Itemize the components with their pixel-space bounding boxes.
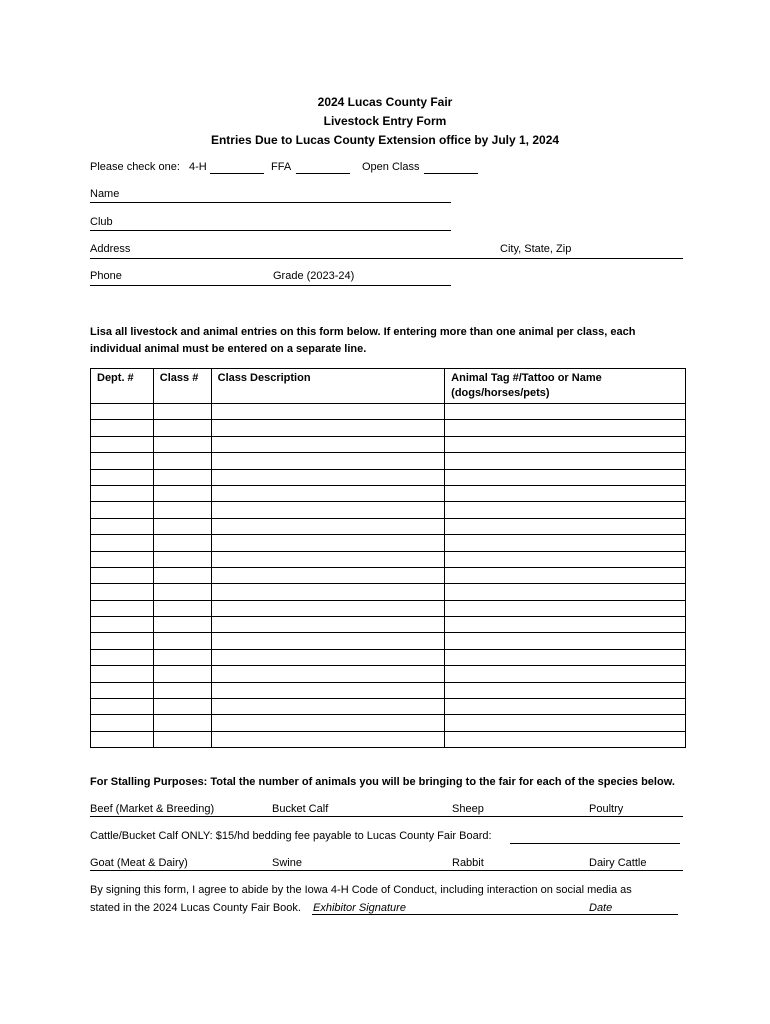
class-description-cell[interactable] <box>211 682 445 698</box>
class-number-cell[interactable] <box>153 535 211 551</box>
class-number-cell[interactable] <box>153 584 211 600</box>
grade-label: Grade (2023-24) <box>273 270 355 282</box>
species-row-2-line[interactable] <box>90 870 683 871</box>
class-number-cell[interactable] <box>153 715 211 731</box>
animal-tag-header <box>445 369 686 404</box>
animal-tag-cell[interactable] <box>445 551 686 567</box>
instructions-line-2: individual animal must be entered on a separate line. <box>90 343 367 355</box>
dept-cell[interactable] <box>91 567 154 583</box>
code-of-conduct-line-2: stated in the 2024 Lucas County Fair Book. <box>90 902 301 914</box>
animal-tag-header-line-2: (dogs/horses/pets) <box>451 387 550 399</box>
dept-cell[interactable] <box>91 551 154 567</box>
animal-tag-cell[interactable] <box>445 682 686 698</box>
dept-header: Dept. # <box>91 369 154 404</box>
class-number-cell[interactable] <box>153 502 211 518</box>
dept-cell[interactable] <box>91 436 154 452</box>
class-number-cell[interactable] <box>153 485 211 501</box>
table-row <box>91 469 686 485</box>
class-number-cell[interactable] <box>153 666 211 682</box>
table-row <box>91 666 686 682</box>
animal-tag-cell[interactable] <box>445 485 686 501</box>
class-description-cell[interactable] <box>211 518 445 534</box>
dept-cell[interactable] <box>91 600 154 616</box>
animal-tag-cell[interactable] <box>445 600 686 616</box>
class-description-cell[interactable] <box>211 666 445 682</box>
table-row <box>91 600 686 616</box>
class-description-cell[interactable] <box>211 502 445 518</box>
address-field[interactable] <box>90 258 683 259</box>
dept-cell[interactable] <box>91 666 154 682</box>
class-description-cell[interactable] <box>211 584 445 600</box>
table-row <box>91 731 686 747</box>
bucket-calf-label: Bucket Calf <box>272 803 329 815</box>
option-4h-label: 4-H <box>189 161 207 173</box>
instructions-line-1: Lisa all livestock and animal entries on this form below. If entering more than one animal per class, each <box>90 326 636 338</box>
animal-tag-cell[interactable] <box>445 715 686 731</box>
address-label: Address <box>90 243 131 255</box>
class-description-cell[interactable] <box>211 420 445 436</box>
club-label: Club <box>90 216 113 228</box>
table-row <box>91 617 686 633</box>
class-description-cell[interactable] <box>211 453 445 469</box>
class-number-cell[interactable] <box>153 453 211 469</box>
class-number-cell[interactable] <box>153 731 211 747</box>
option-ffa-label: FFA <box>271 161 292 173</box>
animal-tag-cell[interactable] <box>445 453 686 469</box>
sheep-label: Sheep <box>452 803 484 815</box>
city-state-zip-label: City, State, Zip <box>500 243 572 255</box>
animal-tag-cell[interactable] <box>445 518 686 534</box>
dept-cell[interactable] <box>91 485 154 501</box>
class-number-cell[interactable] <box>153 600 211 616</box>
dept-cell[interactable] <box>91 682 154 698</box>
dept-cell[interactable] <box>91 502 154 518</box>
class-number-cell[interactable] <box>153 420 211 436</box>
dept-cell[interactable] <box>91 453 154 469</box>
entries-body <box>91 404 686 748</box>
table-row <box>91 633 686 649</box>
option-ffa-blank[interactable] <box>296 173 350 174</box>
class-description-header: Class Description <box>211 369 445 404</box>
table-row <box>91 436 686 452</box>
entries-table <box>90 368 686 748</box>
class-description-cell[interactable] <box>211 649 445 665</box>
animal-tag-cell[interactable] <box>445 699 686 715</box>
table-row <box>91 682 686 698</box>
class-number-cell[interactable] <box>153 404 211 420</box>
class-description-cell[interactable] <box>211 551 445 567</box>
signature-line[interactable] <box>312 914 678 915</box>
phone-field[interactable] <box>90 285 451 286</box>
class-number-cell[interactable] <box>153 617 211 633</box>
dept-cell[interactable] <box>91 649 154 665</box>
dept-cell[interactable] <box>91 633 154 649</box>
dept-cell[interactable] <box>91 699 154 715</box>
bedding-fee-field[interactable] <box>510 843 680 844</box>
class-number-cell[interactable] <box>153 567 211 583</box>
animal-tag-cell[interactable] <box>445 420 686 436</box>
animal-tag-cell[interactable] <box>445 649 686 665</box>
table-row <box>91 502 686 518</box>
form-title-fair: 2024 Lucas County Fair <box>317 95 453 109</box>
beef-label: Beef (Market & Breeding) <box>90 803 215 815</box>
class-number-cell[interactable] <box>153 436 211 452</box>
exhibitor-signature-label: Exhibitor Signature <box>313 902 406 914</box>
table-row <box>91 518 686 534</box>
class-description-cell[interactable] <box>211 715 445 731</box>
class-number-cell[interactable] <box>153 551 211 567</box>
dept-cell[interactable] <box>91 617 154 633</box>
dept-cell[interactable] <box>91 535 154 551</box>
class-description-cell[interactable] <box>211 436 445 452</box>
animal-tag-cell[interactable] <box>445 584 686 600</box>
option-open-class-blank[interactable] <box>424 173 478 174</box>
animal-tag-cell[interactable] <box>445 469 686 485</box>
dept-cell[interactable] <box>91 731 154 747</box>
class-description-cell[interactable] <box>211 535 445 551</box>
dept-cell[interactable] <box>91 404 154 420</box>
class-number-cell[interactable] <box>153 518 211 534</box>
swine-label: Swine <box>272 857 302 869</box>
class-description-cell[interactable] <box>211 404 445 420</box>
species-row-1-line[interactable] <box>90 816 683 817</box>
rabbit-label: Rabbit <box>452 857 484 869</box>
class-description-cell[interactable] <box>211 469 445 485</box>
dept-cell[interactable] <box>91 518 154 534</box>
name-field[interactable] <box>90 202 451 203</box>
table-row <box>91 567 686 583</box>
animal-tag-cell[interactable] <box>445 633 686 649</box>
table-row <box>91 699 686 715</box>
table-row <box>91 551 686 567</box>
table-row <box>91 404 686 420</box>
class-description-cell[interactable] <box>211 600 445 616</box>
class-description-cell[interactable] <box>211 699 445 715</box>
animal-tag-header-line-1: Animal Tag #/Tattoo or Name <box>451 372 602 384</box>
form-title-entry: Livestock Entry Form <box>323 114 447 128</box>
table-row <box>91 420 686 436</box>
animal-tag-cell[interactable] <box>445 436 686 452</box>
table-row <box>91 453 686 469</box>
dept-cell[interactable] <box>91 469 154 485</box>
poultry-label: Poultry <box>589 803 624 815</box>
class-number-cell[interactable] <box>153 633 211 649</box>
date-label: Date <box>589 902 613 914</box>
animal-tag-cell[interactable] <box>445 666 686 682</box>
table-row <box>91 485 686 501</box>
option-4h-blank[interactable] <box>210 173 264 174</box>
name-label: Name <box>90 188 120 200</box>
dairy-cattle-label: Dairy Cattle <box>589 857 647 869</box>
phone-label: Phone <box>90 270 122 282</box>
animal-tag-cell[interactable] <box>445 617 686 633</box>
animal-tag-cell[interactable] <box>445 567 686 583</box>
animal-tag-cell[interactable] <box>445 502 686 518</box>
table-row <box>91 535 686 551</box>
dept-cell[interactable] <box>91 584 154 600</box>
check-prompt: Please check one: <box>90 161 180 173</box>
code-of-conduct-line-1: By signing this form, I agree to abide by the Iowa 4-H Code of Conduct, including interaction on social media as <box>90 884 632 896</box>
class-number-cell[interactable] <box>153 682 211 698</box>
class-description-cell[interactable] <box>211 617 445 633</box>
table-row <box>91 649 686 665</box>
animal-tag-cell[interactable] <box>445 404 686 420</box>
class-number-cell[interactable] <box>153 699 211 715</box>
dept-cell[interactable] <box>91 715 154 731</box>
table-row <box>91 715 686 731</box>
dept-cell[interactable] <box>91 420 154 436</box>
class-description-cell[interactable] <box>211 633 445 649</box>
bedding-fee-label: Cattle/Bucket Calf ONLY: $15/hd bedding fee payable to Lucas County Fair Board: <box>90 830 492 842</box>
class-number-cell[interactable] <box>153 469 211 485</box>
club-field[interactable] <box>90 230 451 231</box>
option-open-class-label: Open Class <box>362 161 420 173</box>
table-header-row <box>91 369 686 404</box>
form-title-due: Entries Due to Lucas County Extension office by July 1, 2024 <box>210 133 560 147</box>
animal-tag-cell[interactable] <box>445 535 686 551</box>
class-description-cell[interactable] <box>211 485 445 501</box>
animal-tag-cell[interactable] <box>445 731 686 747</box>
class-description-cell[interactable] <box>211 567 445 583</box>
table-row <box>91 584 686 600</box>
goat-label: Goat (Meat & Dairy) <box>90 857 188 869</box>
class-description-cell[interactable] <box>211 731 445 747</box>
stalling-heading: For Stalling Purposes: Total the number of animals you will be bringing to the fair for each of the species below. <box>90 776 675 788</box>
class-number-cell[interactable] <box>153 649 211 665</box>
class-number-header: Class # <box>153 369 211 404</box>
